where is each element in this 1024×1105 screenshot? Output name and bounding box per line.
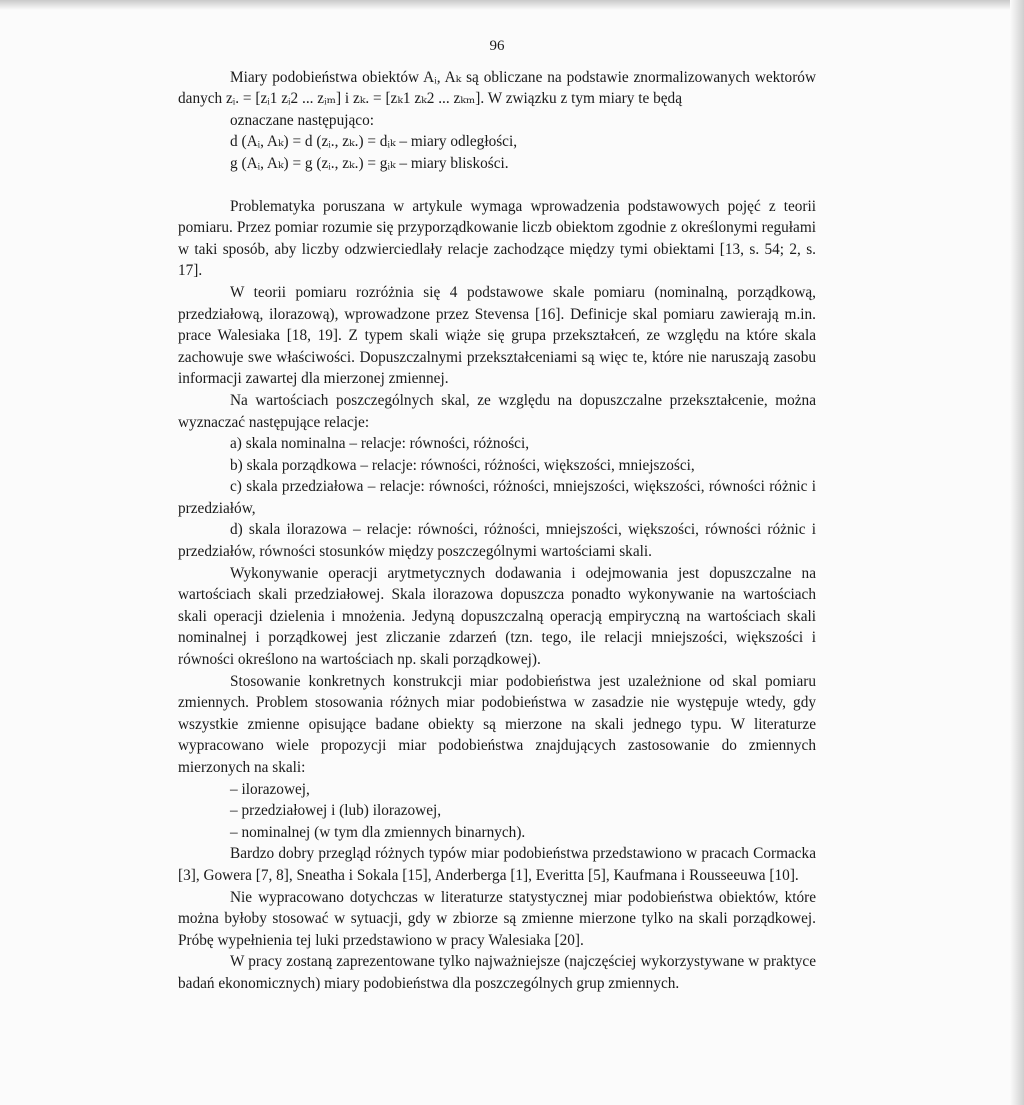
relation-ratio: d) skala ilorazowa – relacje: równości, różności, mniejszości, większości, równości różnic i przedziałów, równości stosunków między poszczególnymi wartościami skali. [178,521,816,561]
formula-distance: d (Aᵢ, Aₖ) = d (zᵢ., zₖ.) = dᵢₖ – miary odległości, [230,133,518,151]
relation-interval: c) skala przedziałowa – relacje: równości, różności, mniejszości, większości, równości różnic i przedziałów, [178,478,816,517]
paragraph-review: Bardzo dobry przegląd różnych typów miar podobieństwa przedstawiono w pracach Cormacka [3], Gowera [7, 8], Sneatha i Sokala [15], Anderberga [1], Everitta [5], Kaufmana i Rousseeuwa [10]. [178,845,816,884]
scan-right-edge [1010,0,1024,1105]
spacer [178,175,816,196]
scan-top-edge [0,0,1024,10]
intro-line-1: Miary podobieństwa obiektów Aᵢ, Aₖ są obliczane na podstawie znormalizowanych [230,68,750,86]
paragraph-relations-intro: Na wartościach poszczególnych skal, ze względu na dopuszczalne przekształcenie, można wyznaczać następujące relacje: [178,391,816,431]
intro-line-3: oznaczane następująco: [230,111,374,129]
scale-list-item: – przedziałowej i (lub) ilorazowej, [230,802,442,820]
paragraph-scope: W pracy zostaną zaprezentowane tylko najważniejsze (najczęściej wykorzystywane w praktyce badań ekonomicznych) miary podobieństwa dla poszczególnych grup zmiennych. [178,953,816,992]
intro-paragraph [178,67,816,132]
paragraph-gap: Nie wypracowano dotychczas w literaturze statystycznej miar podobieństwa obiektów, które można byłoby stosować w sytuacji, gdy w zbiorze są zmienne mierzone tylko na skali porządkowej. Próbę wypełnienia tej luki przedstawiono w pracy Walesiaka [20]. [178,888,816,949]
relation-ordinal: b) skala porządkowa – relacje: równości, różności, większości, mniejszości, [230,456,695,474]
paragraph-scales: W teorii pomiaru rozróżnia się 4 podstawowe skale pomiaru (nominalną, porządkową, przedziałową, ilorazową), wprowadzone przez Stevensa [16]. Definicje skal pomiaru zawierają m.in. prace Walesiaka [18, 19]. Z typem skali wiąże się grupa przekształceń, ze względu na które skala zachowuje swe właściwości. Dopuszczalnymi przekształceniami są więc te, które nie naruszają zasobu informacji zawartej dla mierzonej zmiennej. [178,283,816,388]
intro-line-2: wektorów danych zᵢ. = [zᵢ1 zᵢ2 ... zᵢₘ] i zₖ. = [zₖ1 zₖ2 ... zₖₘ]. W związku z tym miary te będą [178,68,816,108]
scale-list-item: – ilorazowej, [230,780,310,798]
formula-similarity: g (Aᵢ, Aₖ) = g (zᵢ., zₖ.) = gᵢₖ – miary bliskości. [230,154,509,172]
relation-nominal: a) skala nominalna – relacje: równości, różności, [230,435,530,453]
paragraph-measurement-theory: Problematyka poruszana w artykule wymaga wprowadzenia podstawowych pojęć z teorii pomiaru. Przez pomiar rozumie się przyporządkowanie liczb obiektom zgodnie z określonymi regułami w taki sposób, aby liczby odzwierciedlały relacje zachodzące między tymi obiektami [13, s. 54; 2, s. 17]. [178,197,816,280]
paragraph-similarity-measures: Stosowanie konkretnych konstrukcji miar podobieństwa jest uzależnione od skal pomiaru zmiennych. Problem stosowania różnych miar podobieństwa w zasadzie nie występuje wtedy, gdy wszystkie zmienne opisujące badane obiekty są mierzone na skali jednego typu. W literaturze wypracowano wiele propozycji miar podobieństwa znajdujących zastosowanie do zmiennych mierzonych na skali: [178,672,816,776]
page-number: 96 [489,38,505,54]
paragraph-operations: Wykonywanie operacji arytmetycznych dodawania i odejmowania jest dopuszczalne na wartościach skali przedziałowej. Skala ilorazowa dopuszcza ponadto wykonywanie na wartościach skali operacji dzielenia i mnożenia. Jedyną dopuszczalną operacją empiryczną na wartościach skali nominalnej i porządkowej jest zliczanie zdarzeń (tzn. tego, ile relacji mniejszości, większości i równości określono na wartościach np. skali porządkowej). [178,564,816,669]
scale-list-item: – nominalnej (w tym dla zmiennych binarnych). [230,823,526,841]
page-content [178,36,816,995]
